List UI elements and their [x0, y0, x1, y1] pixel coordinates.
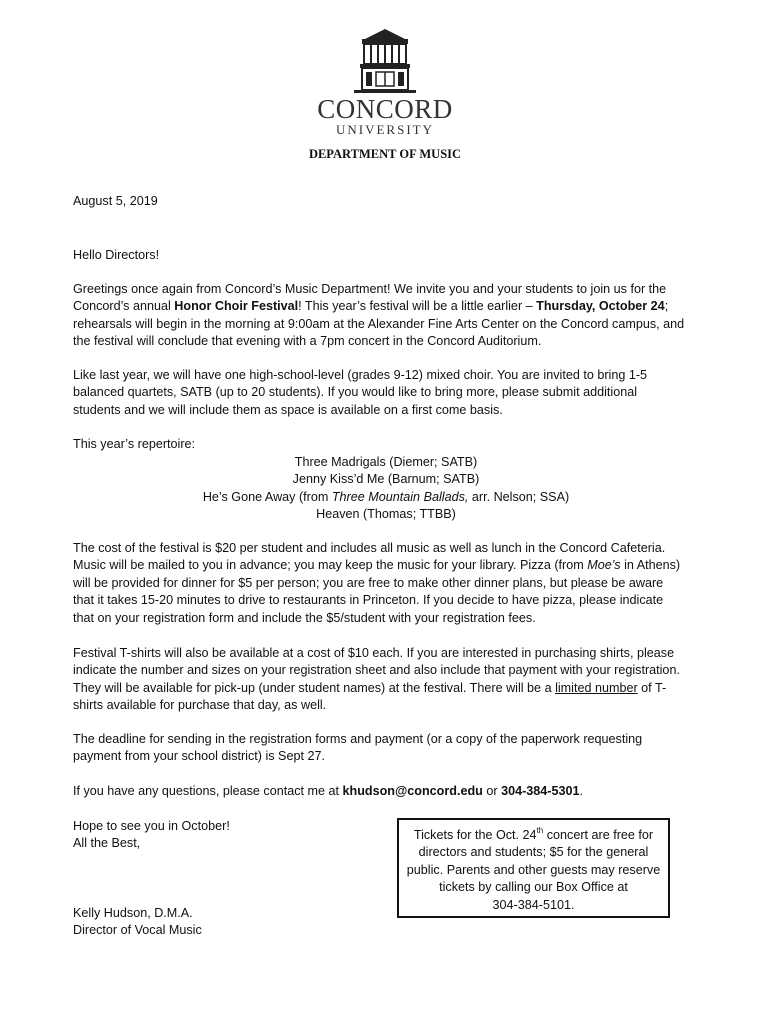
- signature-block: [73, 905, 373, 940]
- repertoire-list: [73, 454, 699, 524]
- contact-phone[interactable]: 304-384-5301: [501, 784, 580, 798]
- festival-date: Thursday, October 24: [536, 299, 665, 314]
- ticket-info-box: Tickets for the Oct. 24th concert are free for directors and students; $5 for the general public. Parents and other guests may reserve tickets by calling our Box Office at 304-384-5101.: [397, 818, 670, 918]
- paragraph-contact: If you have any questions, please contact me at khudson@concord.edu or 304-384-5301.: [73, 784, 583, 798]
- list-item: Jenny Kiss’d Me (Barnum; SATB): [292, 472, 480, 487]
- list-item: Three Madrigals (Diemer; SATB): [294, 455, 478, 469]
- repertoire-intro: This year’s repertoire:: [73, 437, 196, 451]
- paragraph-choir: Like last year, we will have one high-school-level (grades 9-12) mixed choir. You are invited to bring 1-5 balanced quartets, SATB (up to 20 students). If you would like to bring more, please submit additional students and we will include them as space is available on a first come basis.: [73, 368, 648, 417]
- bell-tower-icon: [300, 26, 470, 144]
- signature-title: Director of Vocal Music: [73, 923, 202, 938]
- closing: Hope to see you in October! All the Best,: [73, 819, 230, 851]
- list-item: Heaven (Thomas; TTBB): [316, 507, 456, 522]
- paragraph-tshirts: Festival T-shirts will also be available at a cost of $10 each. If you are interested in purchasing shirts, please indicate the number and sizes on your registration sheet and also include that payment with your registration. They will be available for pick-up (under student names) at the festival. There will be a limited number of T- shirts available for purchase that day, as well.: [73, 646, 680, 713]
- concord-university-logo: [300, 26, 470, 144]
- contact-email[interactable]: khudson@concord.edu: [342, 784, 483, 798]
- signature-name: Kelly Hudson, D.M.A.: [73, 906, 193, 920]
- svg-text:CONCORD: CONCORD: [317, 94, 453, 124]
- paragraph-deadline: The deadline for sending in the registration forms and payment (or a copy of the paperwork requesting payment from your school district) is Sept 27.: [73, 732, 643, 764]
- letter-greeting: Hello Directors!: [73, 248, 160, 262]
- paragraph-cost: The cost of the festival is $20 per student and includes all music as well as lunch in the Concord Cafeteria. Music will be mailed to you in advance; you may keep the music for your library. Pizza (from Moe’s in Athens) will be provided for dinner for $5 per person; you are free to make other dinner plans, but please be aware that it takes 15-20 minutes to drive to restaurants in Princeton. If you decide to have pizza, please indicate that on your registration form and include the $5/student with your registration fees.: [73, 541, 681, 625]
- letter-date: August 5, 2019: [73, 194, 158, 208]
- list-item: He’s Gone Away (from Three Mountain Ballads, arr. Nelson; SSA): [202, 489, 570, 504]
- department-name: DEPARTMENT OF MUSIC: [308, 147, 462, 161]
- festival-name: Honor Choir Festival: [174, 299, 299, 314]
- box-office-phone: 304-384-5101.: [492, 897, 575, 912]
- paragraph-intro: Greetings once again from Concord’s Music Department! We invite you and your students to join us for the Concord’s annual Honor Choir Festival! This year’s festival will be a little earlier – Thursday, October 24; rehearsals will begin in the morning at 9:00am at the Alexander Fine Arts Center on the Concord campus, and the festival will conclude that evening with a 7pm concert in the Concord Auditorium.: [73, 282, 685, 349]
- svg-text:UNIVERSITY: UNIVERSITY: [336, 122, 434, 137]
